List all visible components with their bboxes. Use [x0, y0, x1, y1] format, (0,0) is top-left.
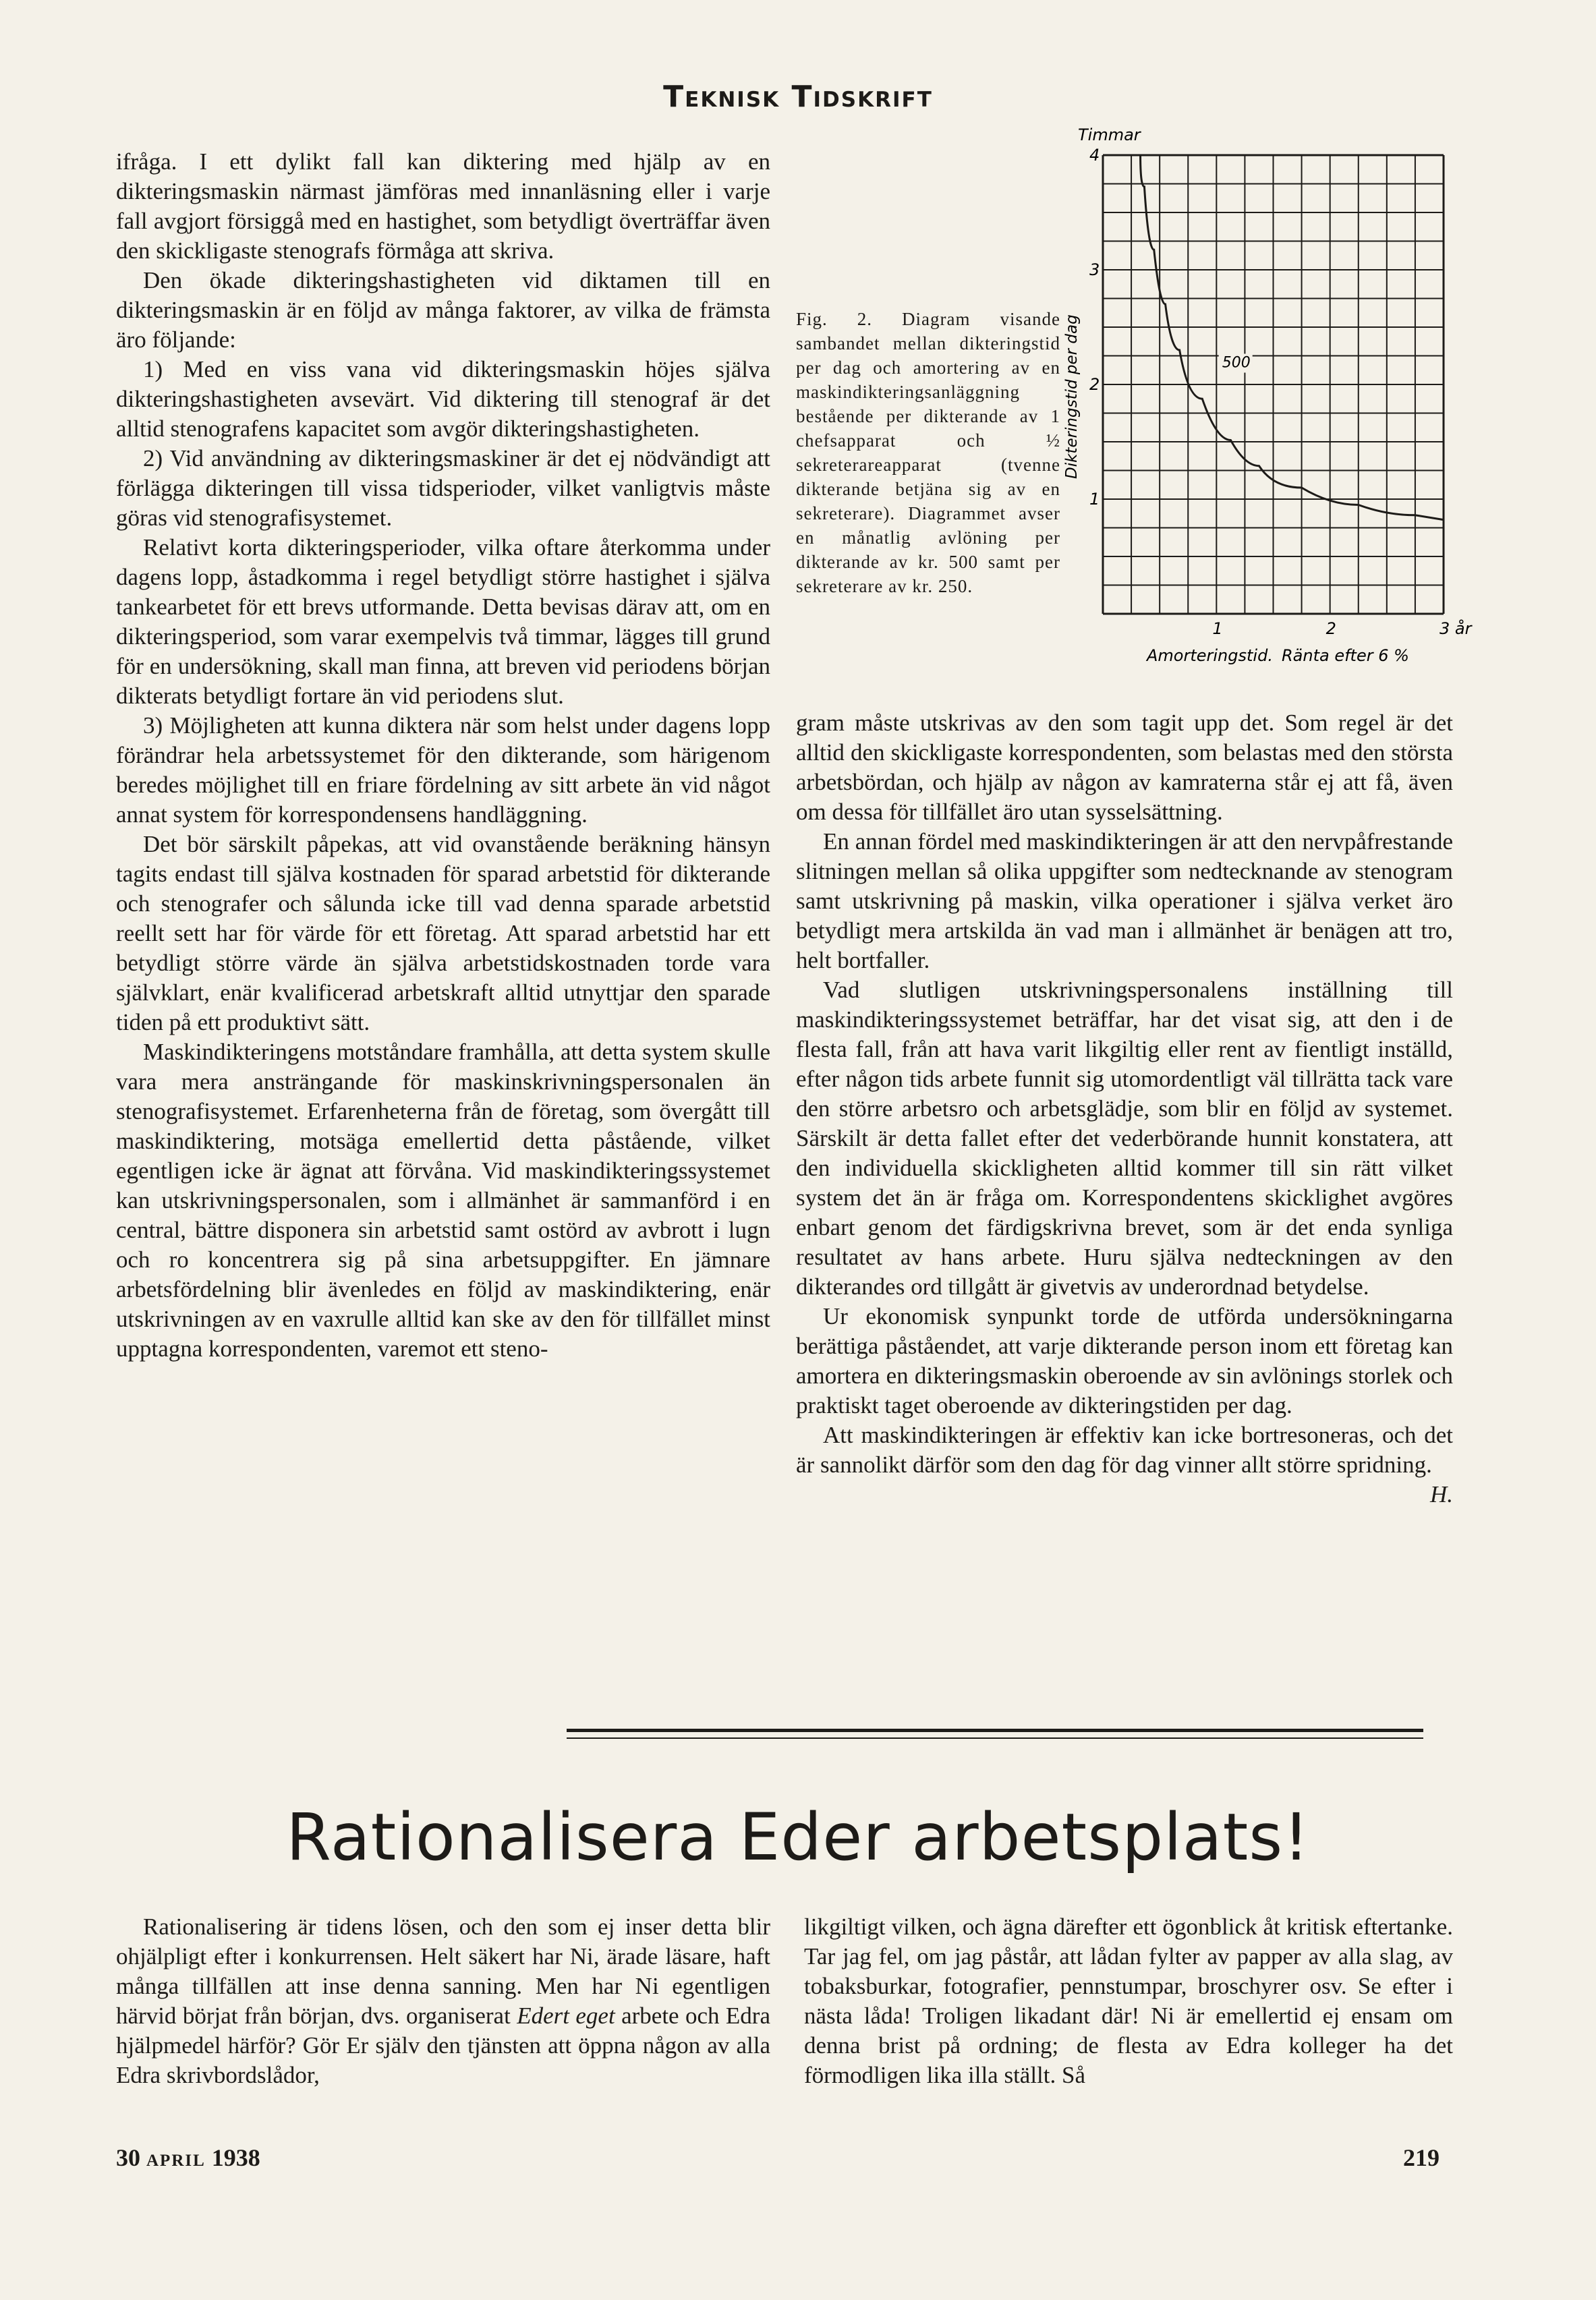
closing-text: Att maskindikteringen är effektiv kan icke bortresoneras, och det är sannolikt därför som den dag för dag vinner allt större spridning.	[796, 1422, 1453, 1478]
y-axis-label: Dikteringstid per dag	[1063, 314, 1081, 479]
article-right-column	[804, 1912, 1453, 2090]
paragraph: likgiltigt vilken, och ägna därefter ett ögonblick åt kritisk eftertanke. Tar jag fel, om jag påstår, att lådan fylter av papper av alla slag, av tobaksburkar, fotografier, pennstumpar, broschyrer osv. Se efter i nästa låda! Troligen likadant där! Ni är emellertid ej ensam om denna brist på ordning; de flesta av Edra kolleger ha det förmodligen lika illa ställt. Så	[804, 1914, 1453, 2088]
x-axis-label: Amorteringstid.	[1147, 646, 1273, 665]
paragraph	[116, 1912, 770, 2090]
page-number: 219	[1403, 2144, 1440, 2171]
y-tick-label: 3	[1089, 260, 1100, 279]
y-tick-label: 4	[1089, 146, 1100, 165]
running-head: Teknisk Tidskrift	[663, 80, 933, 114]
y-unit-label: Timmar	[1078, 125, 1141, 144]
x-tick-label: 3 år	[1440, 619, 1472, 638]
curve-label: 500	[1222, 354, 1251, 372]
date-month: april	[146, 2144, 206, 2171]
figure-caption: Fig. 2. Diagram visande sambandet mellan dikteringstid per dag och amortering av en maskindikteringsanläggning bestående per dikterande av 1 chefsapparat och ½ sekreterareapparat (tvenne dikterande betjäna sig av en sekreterare). Diagrammet avser en månatlig avlöning per dikterande av kr. 500 samt per sekreterare av kr. 250.	[796, 309, 1060, 596]
paragraph: Ur ekonomisk synpunkt torde de utförda undersökningarna berättiga påståendet, att varje dikterande person inom ett företag kan amortera en dikteringsmaskin oberoende av sin avlönings storlek och praktiskt taget oberoende av dikteringstiden per dag.	[796, 1303, 1453, 1418]
paragraph	[796, 1420, 1453, 1507]
date-day: 30	[116, 2144, 140, 2171]
chart-svg	[1063, 125, 1477, 668]
paragraph: Relativt korta dikteringsperioder, vilka oftare återkomma under dagens lopp, åstadkomma i regel betydligt större hastighet i själva tankearbetet för ett brevs utformande. Detta bevisas därav att, om en dikteringsperiod, som varar exempelvis två timmar, lägges till grund för en undersökning, skall man finna, att breven vid periodens början dikterats betydligt fortare än vid periodens slut.	[116, 534, 770, 709]
y-tick-label: 2	[1089, 375, 1100, 394]
paragraph: Maskindikteringens motståndare framhålla, att detta system skulle vara mera ansträngande för maskinskrivningspersonalen än stenografisystemet. Erfarenheterna från de företag, som övergått till maskindiktering, motsäga emellertid detta påstående, vilket egentligen icke är ägnat att förvåna. Vid maskindikteringssystemet kan utskrivningspersonalen, som i allmänhet är sammanförd i en central, bättre disponera sin arbetstid samt ostörd av avbrott i lugn och ro koncentrera sig på sina arbetsuppgifter. En jämnare arbetsfördelning blir ävenledes en följd av maskindiktering, enär utskrivningen av en vaxrulle alltid kan ske av den för tillfället minst upptagna korrespondenten, varemot ett steno-	[116, 1039, 770, 1362]
y-tick-label: 1	[1089, 490, 1100, 509]
paragraph: En annan fördel med maskindikteringen är att den nervpåfrestande slitningen mellan så olika uppgifter som nedtecknande av stenogram samt utskrivning på maskin, vilka operationer i själva verket äro betydligt mera artskilda än vad man i allmänhet är benägen att tro, helt bortfaller.	[796, 828, 1453, 973]
signature: H.	[1429, 1481, 1453, 1507]
chart-grid	[1103, 155, 1444, 614]
paragraph: 2) Vid användning av dikteringsmaskiner är det ej nödvändigt att förlägga dikteringen till vissa tidsperioder, vilket vanligtvis måste göras vid stenografisystemet.	[116, 445, 770, 531]
figure-chart	[1063, 125, 1477, 668]
paragraph: Den ökade dikteringshastigheten vid diktamen till en dikteringsmaskin är en följd av många faktorer, av vilka de främsta äro följande:	[116, 267, 770, 353]
paragraph: Det bör särskilt påpekas, att vid ovanstående beräkning hänsyn tagits endast till själva kostnaden för sparad arbetstid för dikterande och stenografer och sålunda icke till vad denna sparade arbetstid reellt sett har för värde för ett företag. Att sparad arbetstid har ett betydligt större värde än själva arbetstidskostnaden torde vara självklart, enär kvalificerad arbetskraft alltid utnyttjar den sparade tiden på ett produktivt sätt.	[116, 831, 770, 1035]
emphasis: Edert eget	[517, 2003, 615, 2029]
paragraph: gram måste utskrivas av den som tagit upp det. Som regel är det alltid den skickligaste korrespondenten, som belastas med den största arbetsbördan, och hjälp av någon av kamraterna står ej att få, även om dessa för tillfället äro utan sysselsättning.	[796, 710, 1453, 825]
section-divider	[567, 1729, 1423, 1732]
date-year: 1938	[211, 2144, 260, 2171]
x-axis-note: Ränta efter 6 %	[1282, 646, 1409, 665]
text-run: Rationalisering är tidens lösen, och den som ej inser detta blir ohjälpligt efter i konkurrensen. Helt säkert har Ni, ärade läsare, haft många tillfällen att inse denna sanning. Men har Ni egentligen härvid börjat från början, dvs. organiserat	[116, 1914, 770, 2029]
section-divider	[567, 1737, 1423, 1739]
paragraph: 3) Möjligheten att kunna diktera när som helst under dagens lopp förändrar hela arbetssystemet för den dikterande, som härigenom beredes möjlighet till en friare fördelning av sitt arbete än vid något annat system för korrespondensens handläggning.	[116, 712, 770, 828]
x-tick-label: 1	[1212, 619, 1223, 638]
right-column	[796, 708, 1453, 1510]
paragraph: Vad slutligen utskrivningspersonalens inställning till maskindikteringssystemet beträffar, har det visat sig, att den i de flesta fall, från att hava varit likgiltig eller rent av fientligt inställd, efter någon tids arbete funnit sig utomordentligt väl tillrätta tack vare den större arbetsro och arbetsglädje, som blir en följd av systemet. Särskilt är detta fallet efter det vederbörande hunnit konstatera, att den individuella skickligheten alltid kommer till sin rätt vilket system det än är fråga om. Korrespondentens skicklighet avgöres enbart genom det färdigskrivna brevet, som är det enda synliga resultatet av hans arbete. Huru själva nedteckningen av den dikterandes ord tillgått är givetvis av underordnad betydelse.	[796, 977, 1453, 1300]
left-column	[116, 147, 770, 1364]
x-tick-label: 2	[1326, 619, 1336, 638]
article-title: Rationalisera Eder arbetsplats!	[286, 1800, 1310, 1875]
paragraph: 1) Med en viss vana vid dikteringsmaskin höjes själva dikteringshastigheten avsevärt. Vid diktering till stenograf är det alltid stenografens kapacitet som avgör dikteringshastigheten.	[116, 356, 770, 442]
article-left-column	[116, 1912, 770, 2090]
issue-date	[116, 2144, 260, 2172]
chart-series-line	[1141, 155, 1444, 520]
paragraph: ifråga. I ett dylikt fall kan diktering med hjälp av en dikteringsmaskin närmast jämföras med innanläsning eller i varje fall avgjort försiggå med en hastighet, som betydligt överträffar även den skickligaste stenografs förmåga att skriva.	[116, 148, 770, 264]
text-run: arbete och Edra hjälpmedel härför? Gör Er själv den tjänsten att öppna någon av alla Edra skrivbordslådor,	[116, 2003, 770, 2088]
